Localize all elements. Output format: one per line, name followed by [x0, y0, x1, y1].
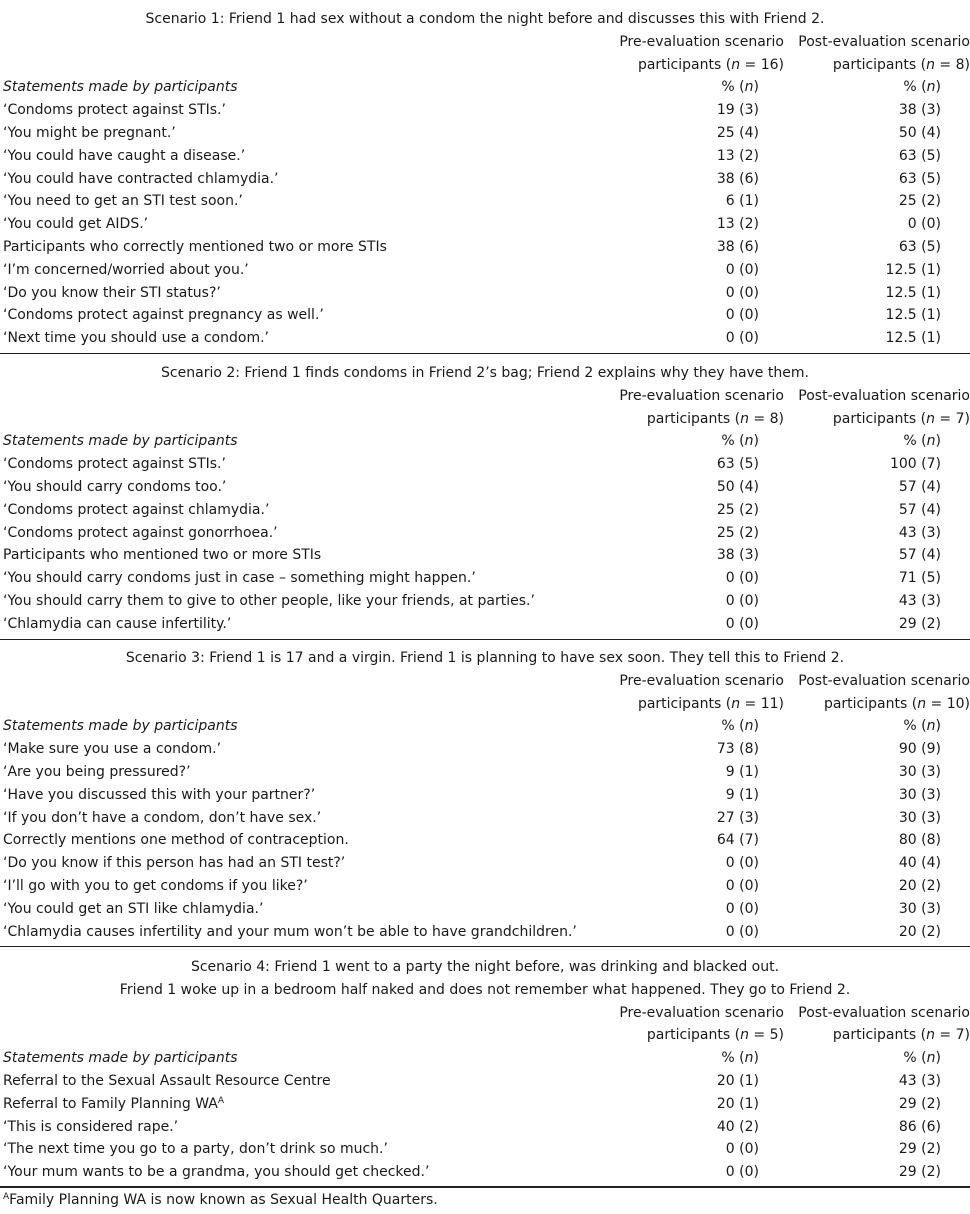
- post-value-cell: 25 (2): [898, 193, 941, 210]
- percent-symbol: %: [721, 1050, 735, 1067]
- post-col-header: Post-evaluation scenario: [798, 33, 970, 50]
- pre-value-cell: 25 (2): [716, 524, 759, 541]
- statement-text: ‘You could get AIDS.’: [3, 216, 149, 233]
- table-row: [0, 190, 970, 213]
- table-row: [0, 259, 970, 282]
- bottom-rule: [0, 1186, 970, 1187]
- post-col-header: Post-evaluation scenario: [798, 387, 970, 404]
- pre-n-value: 16: [760, 56, 779, 73]
- post-value-cell: 63 (5): [898, 239, 941, 255]
- statement-cell: [3, 1161, 429, 1184]
- pre-value-cell: 25 (2): [716, 501, 759, 518]
- pre-pct-header: % (n): [721, 79, 759, 96]
- pre-pct-header: % (n): [721, 718, 759, 735]
- table-row: [0, 1116, 970, 1139]
- statement-cell: [3, 259, 249, 282]
- n-symbol: n: [926, 433, 936, 450]
- post-pct-header: % (n): [903, 718, 941, 735]
- post-value-cell: 100 (7): [889, 456, 941, 473]
- statement-text: ‘Condoms protect against STIs.’: [3, 102, 226, 119]
- post-value-cell: 0 (0): [907, 216, 941, 233]
- statement-text: ‘Have you discussed this with your partner?’: [3, 786, 316, 803]
- table-row: [0, 453, 970, 476]
- post-value-cell: 20 (2): [898, 923, 941, 940]
- pre-value-cell: 0 (0): [725, 307, 759, 324]
- statement-cell: [3, 190, 243, 213]
- post-participants-header: participants (n = 7): [832, 1027, 970, 1044]
- footnote-ref: A: [217, 1095, 225, 1106]
- pre-value-cell: 9 (1): [725, 764, 759, 780]
- statement-cell: [3, 327, 269, 350]
- pre-value-cell: 0 (0): [725, 570, 759, 587]
- pre-n-value: 5: [769, 1027, 779, 1044]
- post-n-value: 7: [955, 1027, 965, 1044]
- percent-symbol: %: [721, 433, 735, 450]
- statement-text: Participants who mentioned two or more STIs: [3, 547, 322, 564]
- table-row: [0, 476, 970, 499]
- percent-symbol: %: [721, 79, 735, 96]
- statement-cell: [3, 613, 231, 636]
- n-symbol: n: [926, 718, 936, 735]
- pre-col-header: Pre-evaluation scenario: [619, 672, 784, 689]
- statement-cell: [3, 1070, 331, 1093]
- pre-participants-header: participants (n = 16): [637, 56, 784, 73]
- statement-text: ‘If you don’t have a condom, don’t have sex.’: [3, 809, 322, 826]
- section-rule: [0, 946, 970, 947]
- post-n-value: 7: [955, 410, 965, 427]
- table-row: [0, 761, 970, 784]
- n-symbol: n: [926, 1027, 935, 1044]
- section-rule: [0, 639, 970, 640]
- statement-cell: [3, 236, 387, 259]
- statement-cell: [3, 829, 349, 852]
- statement-cell: [3, 282, 221, 305]
- pre-value-cell: 20 (1): [716, 1095, 759, 1112]
- statement-cell: [3, 875, 308, 898]
- statement-text: ‘You could get an STI like chlamydia.’: [3, 900, 264, 917]
- post-value-cell: 43 (3): [898, 524, 941, 541]
- table-row: [0, 99, 970, 122]
- footnote-text: Family Planning WA is now known as Sexual Health Quarters.: [9, 1192, 438, 1208]
- statement-text: ‘Do you know their STI status?’: [3, 284, 221, 301]
- table-row: [0, 784, 970, 807]
- n-symbol: n: [744, 79, 754, 96]
- pre-value-cell: 0 (0): [725, 615, 759, 632]
- statement-cell: [3, 738, 221, 761]
- statement-cell: [3, 1116, 178, 1139]
- statement-text: ‘I’m concerned/worried about you.’: [3, 261, 249, 278]
- statement-text: Referral to Family Planning WA: [3, 1095, 218, 1112]
- pre-pct-header: % (n): [721, 1050, 759, 1067]
- pre-col-header: Pre-evaluation scenario: [619, 387, 784, 404]
- statement-text: ‘Are you being pressured?’: [3, 764, 191, 780]
- post-participants-header: participants (n = 7): [832, 410, 970, 427]
- post-n-value: 8: [955, 56, 965, 73]
- table-row: [0, 567, 970, 590]
- post-pct-header: % (n): [903, 433, 941, 450]
- participants-label: participants: [832, 1027, 917, 1044]
- table-row: [0, 327, 970, 350]
- post-value-cell: 12.5 (1): [885, 330, 941, 347]
- participants-label: participants: [646, 410, 731, 427]
- post-value-cell: 63 (5): [898, 147, 941, 164]
- post-col-header: Post-evaluation scenario: [798, 672, 970, 689]
- pre-value-cell: 63 (5): [716, 456, 759, 473]
- percent-symbol: %: [903, 433, 917, 450]
- table-row: [0, 852, 970, 875]
- n-symbol: n: [926, 410, 935, 427]
- pre-value-cell: 38 (6): [716, 170, 759, 187]
- statement-text: Referral to the Sexual Assault Resource Centre: [3, 1073, 331, 1089]
- table-row: [0, 122, 970, 145]
- participants-label: participants: [832, 56, 917, 73]
- n-symbol: n: [731, 695, 741, 712]
- statement-text: ‘Make sure you use a condom.’: [3, 741, 222, 758]
- post-participants-header: participants (n = 8): [832, 56, 970, 73]
- statement-cell: [3, 807, 321, 830]
- statement-text: ‘You should carry them to give to other people, like your friends, at parties.’: [3, 593, 535, 609]
- pre-value-cell: 9 (1): [725, 786, 759, 803]
- post-value-cell: 57 (4): [898, 501, 941, 518]
- post-pct-header: % (n): [903, 79, 941, 96]
- statement-cell: [3, 213, 148, 236]
- statement-cell: [3, 145, 245, 168]
- n-symbol: n: [926, 56, 935, 73]
- statements-header-row: [0, 715, 970, 738]
- table-row: [0, 282, 970, 305]
- pre-value-cell: 50 (4): [716, 479, 759, 495]
- n-symbol: n: [926, 1050, 936, 1067]
- post-value-cell: 12.5 (1): [885, 307, 941, 324]
- statement-cell: [3, 921, 577, 944]
- post-value-cell: 86 (6): [898, 1118, 941, 1135]
- table-row: [0, 522, 970, 545]
- pre-value-cell: 0 (0): [725, 1164, 759, 1181]
- pre-participants-header: participants (n = 5): [646, 1027, 784, 1044]
- statement-text: Correctly mentions one method of contraception.: [3, 832, 349, 849]
- post-value-cell: 20 (2): [898, 878, 941, 894]
- pre-value-cell: 0 (0): [725, 900, 759, 917]
- pre-value-cell: 13 (2): [716, 216, 759, 233]
- post-value-cell: 43 (3): [898, 593, 941, 609]
- scenario-title: Scenario 2: Friend 1 finds condoms in Friend 2’s bag; Friend 2 explains why they have them.: [161, 365, 809, 381]
- post-pct-header: % (n): [903, 1050, 941, 1067]
- table-row: [0, 1161, 970, 1184]
- statements-header: Statements made by participants: [3, 1050, 238, 1067]
- table-footnote: [3, 1190, 438, 1210]
- statement-text: ‘The next time you go to a party, don’t drink so much.’: [3, 1141, 388, 1158]
- participants-label: participants: [637, 56, 722, 73]
- post-value-cell: 71 (5): [898, 570, 941, 587]
- n-symbol: n: [917, 695, 927, 712]
- post-value-cell: 43 (3): [898, 1073, 941, 1089]
- post-value-cell: 57 (4): [898, 479, 941, 495]
- scenario-title: Scenario 3: Friend 1 is 17 and a virgin. Friend 1 is planning to have sex soon. They tell this to Friend 2.: [125, 650, 845, 666]
- table-row: [0, 738, 970, 761]
- pre-n-value: 8: [769, 410, 779, 427]
- pre-col-header: Pre-evaluation scenario: [619, 1004, 784, 1021]
- statement-cell: [3, 168, 279, 191]
- statement-cell: [3, 1138, 388, 1161]
- n-symbol: n: [731, 56, 741, 73]
- post-value-cell: 50 (4): [898, 125, 941, 141]
- statements-header: Statements made by participants: [3, 79, 238, 96]
- pre-value-cell: 38 (3): [716, 547, 759, 564]
- table-row: [0, 1070, 970, 1093]
- statement-text: ‘Condoms protect against gonorrhoea.’: [3, 524, 278, 541]
- pre-value-cell: 20 (1): [716, 1073, 759, 1089]
- statement-text: ‘Condoms protect against pregnancy as well.’: [3, 307, 324, 324]
- table-row: [0, 213, 970, 236]
- table-row: [0, 875, 970, 898]
- statement-text: ‘You could have caught a disease.’: [3, 147, 246, 164]
- post-value-cell: 12.5 (1): [885, 261, 941, 278]
- statement-text: ‘You need to get an STI test soon.’: [3, 193, 243, 210]
- statements-header: Statements made by participants: [3, 433, 238, 450]
- statement-cell: [3, 567, 476, 590]
- statement-text: ‘You should carry condoms too.’: [3, 479, 227, 495]
- pre-value-cell: 73 (8): [716, 741, 759, 758]
- statements-header: Statements made by participants: [3, 718, 238, 735]
- table-row: [0, 613, 970, 636]
- pre-pct-header: % (n): [721, 433, 759, 450]
- post-participants-header: participants (n = 10): [823, 695, 970, 712]
- post-value-cell: 30 (3): [898, 764, 941, 780]
- post-n-value: 10: [946, 695, 965, 712]
- statement-cell: [3, 453, 226, 476]
- participants-label: participants: [646, 1027, 731, 1044]
- footnote-mark: A: [3, 1192, 10, 1202]
- statement-text: ‘Do you know if this person has had an STI test?’: [3, 855, 346, 872]
- pre-value-cell: 0 (0): [725, 330, 759, 347]
- pre-value-cell: 0 (0): [725, 855, 759, 872]
- statement-cell: [3, 784, 315, 807]
- statement-cell: [3, 476, 226, 499]
- pre-value-cell: 40 (2): [716, 1118, 759, 1135]
- pre-value-cell: 64 (7): [716, 832, 759, 849]
- statement-text: ‘You might be pregnant.’: [3, 125, 176, 141]
- post-value-cell: 63 (5): [898, 170, 941, 187]
- table-row: [0, 304, 970, 327]
- post-col-header: Post-evaluation scenario: [798, 1004, 970, 1021]
- statements-header-row: [0, 1047, 970, 1070]
- post-value-cell: 57 (4): [898, 547, 941, 564]
- section-rule: [0, 353, 970, 354]
- table-row: [0, 168, 970, 191]
- percent-symbol: %: [903, 1050, 917, 1067]
- percent-symbol: %: [903, 79, 917, 96]
- n-symbol: n: [744, 1050, 754, 1067]
- table-row: [0, 807, 970, 830]
- statement-text: ‘Chlamydia can cause infertility.’: [3, 615, 232, 632]
- participants-label: participants: [832, 410, 917, 427]
- pre-value-cell: 6 (1): [725, 193, 759, 210]
- statement-cell: [3, 852, 345, 875]
- statement-cell: [3, 1093, 224, 1116]
- statement-text: ‘You should carry condoms just in case – something might happen.’: [3, 570, 476, 587]
- pre-value-cell: 38 (6): [716, 239, 759, 255]
- post-value-cell: 30 (3): [898, 900, 941, 917]
- percent-symbol: %: [721, 718, 735, 735]
- scenario-title: Scenario 4: Friend 1 went to a party the night before, was drinking and blacked out.: [190, 959, 780, 975]
- pre-value-cell: 13 (2): [716, 147, 759, 164]
- pre-participants-header: participants (n = 8): [646, 410, 784, 427]
- statement-text: ‘Condoms protect against STIs.’: [3, 456, 226, 473]
- statement-cell: [3, 122, 176, 145]
- table-row: [0, 590, 970, 613]
- pre-value-cell: 0 (0): [725, 593, 759, 609]
- pre-value-cell: 27 (3): [716, 809, 759, 826]
- post-value-cell: 30 (3): [898, 786, 941, 803]
- statement-cell: [3, 590, 535, 613]
- pre-value-cell: 0 (0): [725, 261, 759, 278]
- table-row: [0, 145, 970, 168]
- pre-participants-header: participants (n = 11): [637, 695, 784, 712]
- post-value-cell: 29 (2): [898, 1141, 941, 1158]
- statement-cell: [3, 99, 226, 122]
- statement-text: ‘Condoms protect against chlamydia.’: [3, 501, 270, 518]
- pre-value-cell: 25 (4): [716, 125, 759, 141]
- section-rule: [0, 1187, 970, 1188]
- statement-text: ‘This is considered rape.’: [3, 1118, 179, 1135]
- pre-value-cell: 19 (3): [716, 102, 759, 119]
- participants-label: participants: [637, 695, 722, 712]
- n-symbol: n: [740, 410, 749, 427]
- table-row: [0, 829, 970, 852]
- statements-header-row: [0, 76, 970, 99]
- table-row: [0, 898, 970, 921]
- post-value-cell: 80 (8): [898, 832, 941, 849]
- participants-label: participants: [823, 695, 908, 712]
- post-value-cell: 40 (4): [898, 855, 941, 872]
- statement-text: Participants who correctly mentioned two or more STIs: [3, 239, 387, 255]
- statement-text: ‘Next time you should use a condom.’: [3, 330, 269, 347]
- pre-value-cell: 0 (0): [725, 878, 759, 894]
- statements-header-row: [0, 430, 970, 453]
- table-row: [0, 921, 970, 944]
- statement-cell: [3, 544, 321, 567]
- scenario-title: Scenario 1: Friend 1 had sex without a condom the night before and discusses this with Friend 2.: [145, 11, 825, 27]
- pre-col-header: Pre-evaluation scenario: [619, 33, 784, 50]
- pre-value-cell: 0 (0): [725, 923, 759, 940]
- post-value-cell: 12.5 (1): [885, 284, 941, 301]
- table-row: [0, 1138, 970, 1161]
- n-symbol: n: [926, 79, 936, 96]
- post-value-cell: 90 (9): [898, 741, 941, 758]
- n-symbol: n: [744, 433, 754, 450]
- statement-cell: [3, 499, 269, 522]
- percent-symbol: %: [903, 718, 917, 735]
- statement-cell: [3, 304, 324, 327]
- scenario-title-line2: Friend 1 woke up in a bedroom half naked and does not remember what happened. They go to Friend 2.: [119, 981, 851, 998]
- statement-text: ‘You could have contracted chlamydia.’: [3, 170, 279, 187]
- n-symbol: n: [744, 718, 754, 735]
- table-row: [0, 499, 970, 522]
- table-row: [0, 544, 970, 567]
- post-value-cell: 29 (2): [898, 615, 941, 632]
- n-symbol: n: [740, 1027, 749, 1044]
- statement-cell: [3, 522, 278, 545]
- post-value-cell: 38 (3): [898, 102, 941, 119]
- table-row: [0, 236, 970, 259]
- statement-text: ‘I’ll go with you to get condoms if you like?’: [3, 878, 308, 894]
- statement-cell: [3, 761, 191, 784]
- post-value-cell: 30 (3): [898, 809, 941, 826]
- post-value-cell: 29 (2): [898, 1095, 941, 1112]
- pre-n-value: 11: [760, 695, 779, 712]
- statement-cell: [3, 898, 263, 921]
- post-value-cell: 29 (2): [898, 1164, 941, 1181]
- pre-value-cell: 0 (0): [725, 284, 759, 301]
- table-row: [0, 1093, 970, 1116]
- statement-text: ‘Your mum wants to be a grandma, you should get checked.’: [3, 1164, 430, 1181]
- pre-value-cell: 0 (0): [725, 1141, 759, 1158]
- statement-text: ‘Chlamydia causes infertility and your mum won’t be able to have grandchildren.’: [3, 923, 577, 940]
